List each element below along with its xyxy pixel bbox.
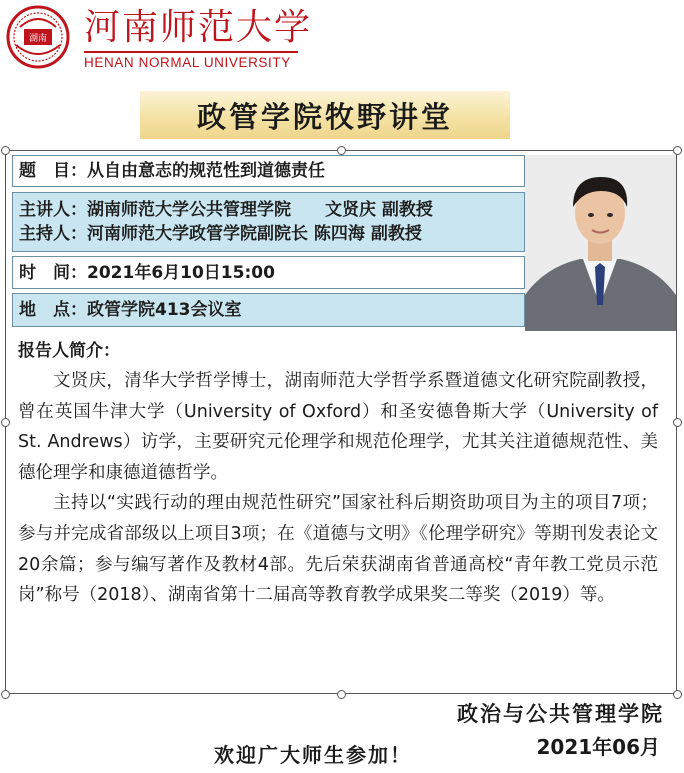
bio-heading: 报告人简介： (18, 341, 120, 361)
resize-handle-bottom-left[interactable] (1, 690, 10, 699)
time-text: 时 间：2021年6月10日15:00 (19, 262, 275, 283)
notice-date: 2021年06月 (536, 735, 660, 759)
place-text: 地 点：政管学院413会议室 (19, 300, 242, 320)
lecture-series-banner (140, 91, 510, 139)
topic-row (12, 155, 525, 187)
welcome-message: 欢迎广大师生参加！ (214, 743, 412, 767)
speaker-text: 主讲人：湖南师范大学公共管理学院 文贤庆 副教授 (19, 200, 433, 220)
speaker-portrait-image (525, 155, 676, 331)
university-name-cn: 河南师范大学 (84, 7, 313, 48)
resize-handle-top-right[interactable] (673, 146, 682, 155)
banner-title: 政管学院牧野讲堂 (196, 99, 453, 134)
speaker-photo (525, 155, 676, 331)
header-divider (84, 51, 298, 53)
university-seal-logo (6, 5, 70, 69)
organizer-college: 政治与公共管理学院 (457, 701, 664, 726)
resize-handle-bottom-right[interactable] (673, 690, 682, 699)
resize-handle-bottom-center[interactable] (337, 690, 346, 699)
place-row (12, 293, 525, 327)
speaker-host-row (12, 192, 525, 252)
resize-handle-middle-left[interactable] (1, 418, 10, 427)
bio-paragraph: 文贤庆，清华大学哲学博士，湖南师范大学哲学系暨道德文化研究院副教授，曾在英国牛津大学（University of Oxford）和圣安德鲁斯大学（University of St. Andrews）访学，主要研究元伦理学和规范伦理学，尤其关注道德规范性、美德伦理学和康德道德哲学。 (18, 371, 658, 483)
resize-handle-top-center[interactable] (337, 146, 346, 155)
university-name-en: HENAN NORMAL UNIVERSITY (84, 55, 291, 70)
time-row (12, 256, 525, 289)
host-text: 主持人：河南师范大学政管学院副院长 陈四海 副教授 (19, 224, 422, 244)
resize-handle-middle-right[interactable] (673, 418, 682, 427)
seal-text: 湖南 (28, 34, 48, 44)
bio-paragraph: 主持以“实践行动的理由规范性研究”国家社科后期资助项目为主的项目7项；参与并完成省部级以上项目3项；在《道德与文明》《伦理学研究》等期刊发表论文20余篇；参与编写著作及教材4部。先后荣获湖南省普通高校“青年教工党员示范岗”称号（2018）、湖南省第十二届高等教育教学成果奖二等奖（2019）等。 (18, 493, 658, 606)
resize-handle-top-left[interactable] (1, 146, 10, 155)
topic-text: 题 目：从自由意志的规范性到道德责任 (19, 161, 325, 181)
bio-body (18, 366, 658, 611)
